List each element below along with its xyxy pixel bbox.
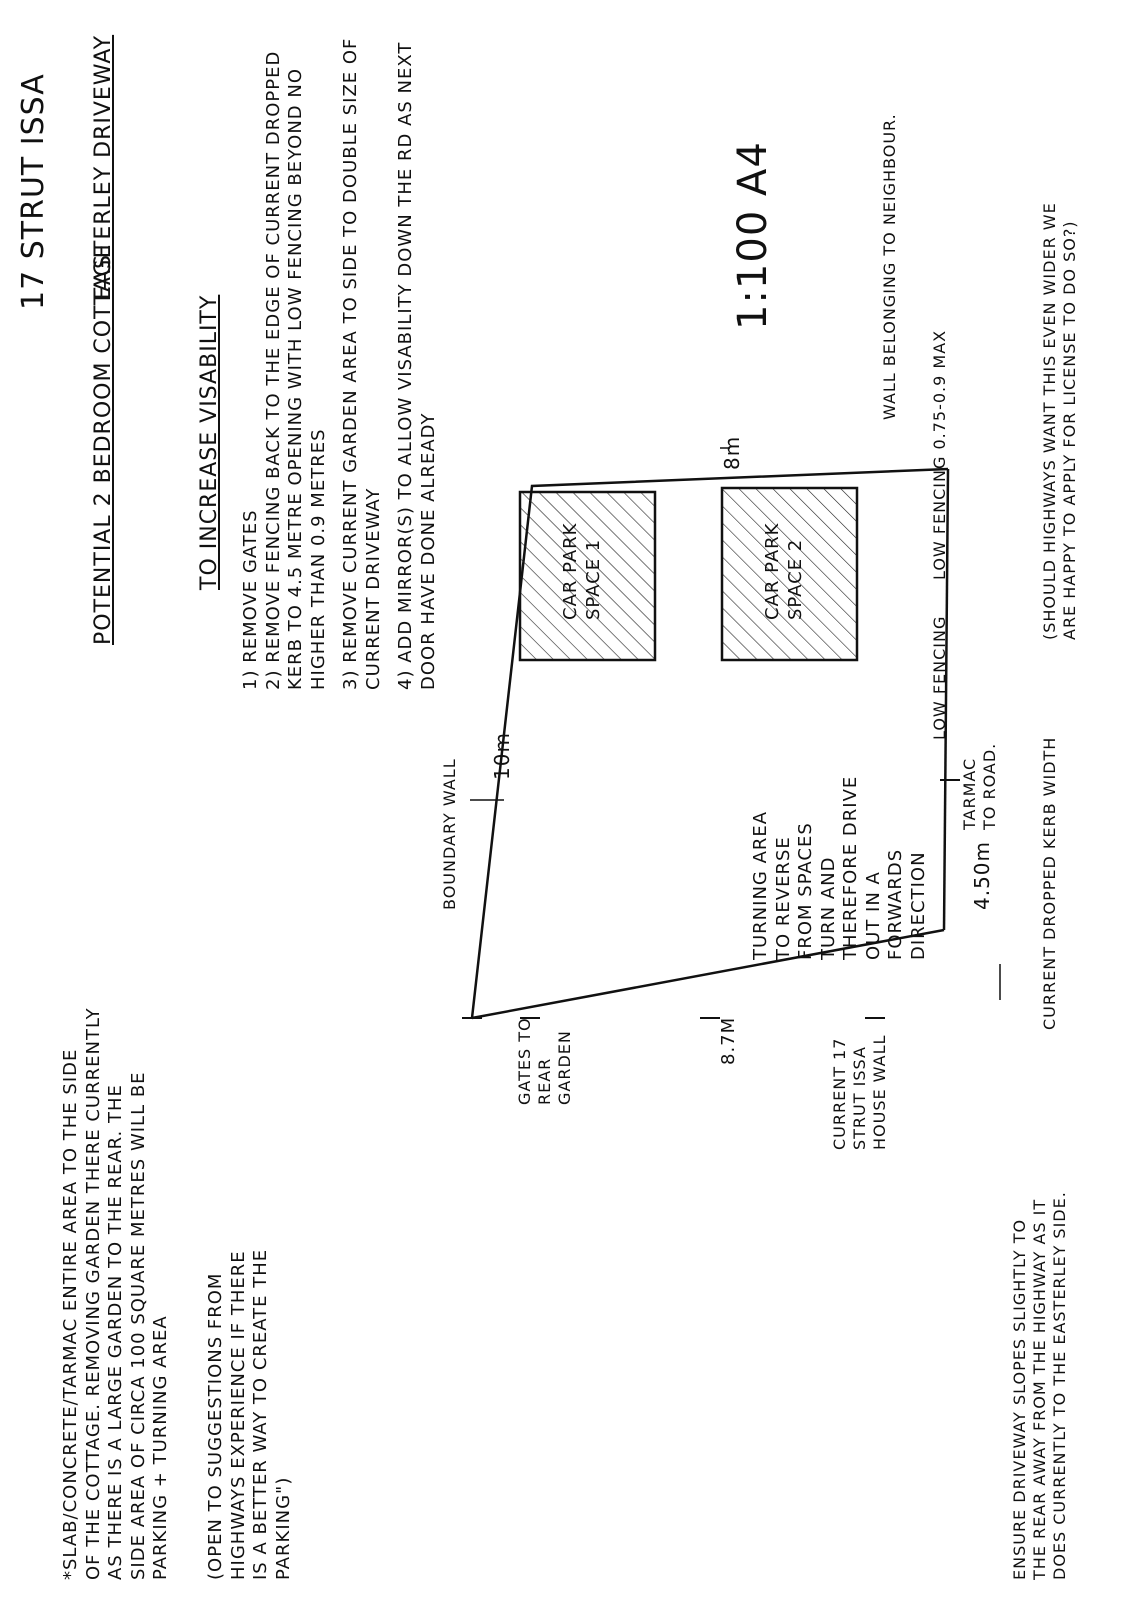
note-line: TURN AND: [817, 856, 839, 960]
note-line: TO ROAD.: [980, 742, 999, 830]
note-line: ENSURE DRIVEWAY SLOPES SLIGHTLY TO: [1010, 1218, 1029, 1580]
car-park-label-line: SPACE 1: [582, 538, 604, 620]
note-line: THEREFORE DRIVE: [840, 775, 861, 960]
note-line: THE REAR AWAY FROM THE HIGHWAY AS IT: [1030, 1198, 1049, 1580]
low-fencing-label: LOW FENCING: [930, 615, 949, 740]
visibility-list: [240, 10, 440, 690]
note-line: (OPEN TO SUGGESTIONS FROM: [205, 1272, 226, 1580]
note-line: GARDEN: [555, 1030, 574, 1105]
visibility-item-3: 3) REMOVE CURRENT GARDEN AREA TO SIDE TO DOUBLE SIZE OF CURRENT DRIVEWAY: [340, 37, 384, 690]
note-line: DOES CURRENTLY TO THE EASTERLEY SIDE.: [1050, 1191, 1069, 1580]
note-line: FROM SPACES: [795, 822, 816, 960]
dim-450m-label: 4.50m: [970, 840, 994, 910]
dropped-kerb-label: CURRENT DROPPED KERB WIDTH: [1040, 736, 1059, 1030]
note-line: PARKING + TURNING AREA: [150, 1315, 171, 1580]
note-line: OUT IN A: [862, 871, 884, 960]
note-line: PARKING"): [272, 1476, 294, 1580]
note-line: (SHOULD HIGHWAYS WANT THIS EVEN WIDER WE: [1040, 202, 1059, 640]
house-wall-label: [830, 1035, 890, 1150]
car-park-label-line: CAR PARK: [560, 522, 581, 620]
visibility-item-2: 2) REMOVE FENCING BACK TO THE EDGE OF CURRENT DROPPED KERB TO 4.5 METRE OPENING WITH LOW FENCING BEYOND NO HIGHER THAN 0.9 METRES: [262, 50, 329, 690]
car-park-label-line: CAR PARK: [762, 522, 783, 620]
gates-rear-garden-label: [515, 1017, 575, 1105]
dim-8m-label: 8m: [720, 435, 744, 470]
title-potential-cottage: POTENTIAL 2 BEDROOM COTTAGE: [91, 243, 116, 645]
note-line: ARE HAPPY TO APPLY FOR LICENSE TO DO SO?): [1060, 220, 1079, 640]
scale-label: 1:100 A4: [730, 141, 776, 330]
note-line: CURRENT 17: [830, 1037, 849, 1150]
neighbour-wall-note: WALL BELONGING TO NEIGHBOUR.: [880, 113, 899, 420]
car-park-space-1-label: [560, 523, 605, 620]
note-line: HIGHWAYS EXPERIENCE IF THERE: [227, 1250, 249, 1580]
note-line: STRUT ISSA: [850, 1046, 869, 1150]
dim-87m-label: 8.7M: [718, 1016, 739, 1065]
low-fencing-height-note: LOW FENCING 0.75-0.9 MAX: [930, 329, 949, 580]
note-open-suggestions: [205, 1249, 295, 1580]
car-park-space-2-label: [762, 523, 807, 620]
note-line: IS A BETTER WAY TO CREATE THE: [250, 1248, 271, 1580]
corner-reference: 17 STRUT ISSA: [16, 73, 51, 310]
note-line: HOUSE WALL: [870, 1034, 889, 1150]
note-slope: [1010, 1191, 1070, 1580]
title-easterley-driveway: EASTERLEY DRIVEWAY: [91, 34, 116, 300]
note-line: GATES TO: [515, 1017, 534, 1105]
tarmac-to-road-label: [960, 743, 1000, 830]
note-slab-concrete: [60, 1007, 173, 1580]
note-line: FORWARDS: [885, 848, 906, 960]
highways-wider-note: [1040, 202, 1080, 640]
visibility-heading: TO INCREASE VISABILITY: [197, 294, 222, 590]
note-line: DIRECTION: [907, 851, 929, 960]
visibility-item-4: 4) ADD MIRROR(S) TO ALLOW VISABILITY DOWN THE RD AS NEXT DOOR HAVE DONE ALREADY: [395, 41, 439, 690]
visibility-item-1: 1) REMOVE GATES: [240, 509, 261, 690]
note-line: *SLAB/CONCRETE/TARMAC ENTIRE AREA TO THE SIDE: [60, 1048, 81, 1580]
note-line: OF THE COTTAGE. REMOVING GARDEN THERE CURRENTLY: [82, 1007, 104, 1580]
dim-10m-label: 10m: [490, 732, 514, 780]
note-line: TO REVERSE: [772, 836, 794, 960]
note-line: REAR: [535, 1057, 554, 1105]
note-line: TURNING AREA: [750, 810, 771, 960]
boundary-wall-label: BOUNDARY WALL: [440, 758, 459, 910]
note-line: TARMAC: [960, 757, 979, 830]
note-line: AS THERE IS A LARGE GARDEN TO THE REAR. THE: [105, 1084, 126, 1580]
turning-area-note: [750, 776, 930, 960]
car-park-label-line: SPACE 2: [784, 538, 806, 620]
note-line: SIDE AREA OF CIRCA 100 SQUARE METRES WILL BE: [127, 1071, 149, 1580]
